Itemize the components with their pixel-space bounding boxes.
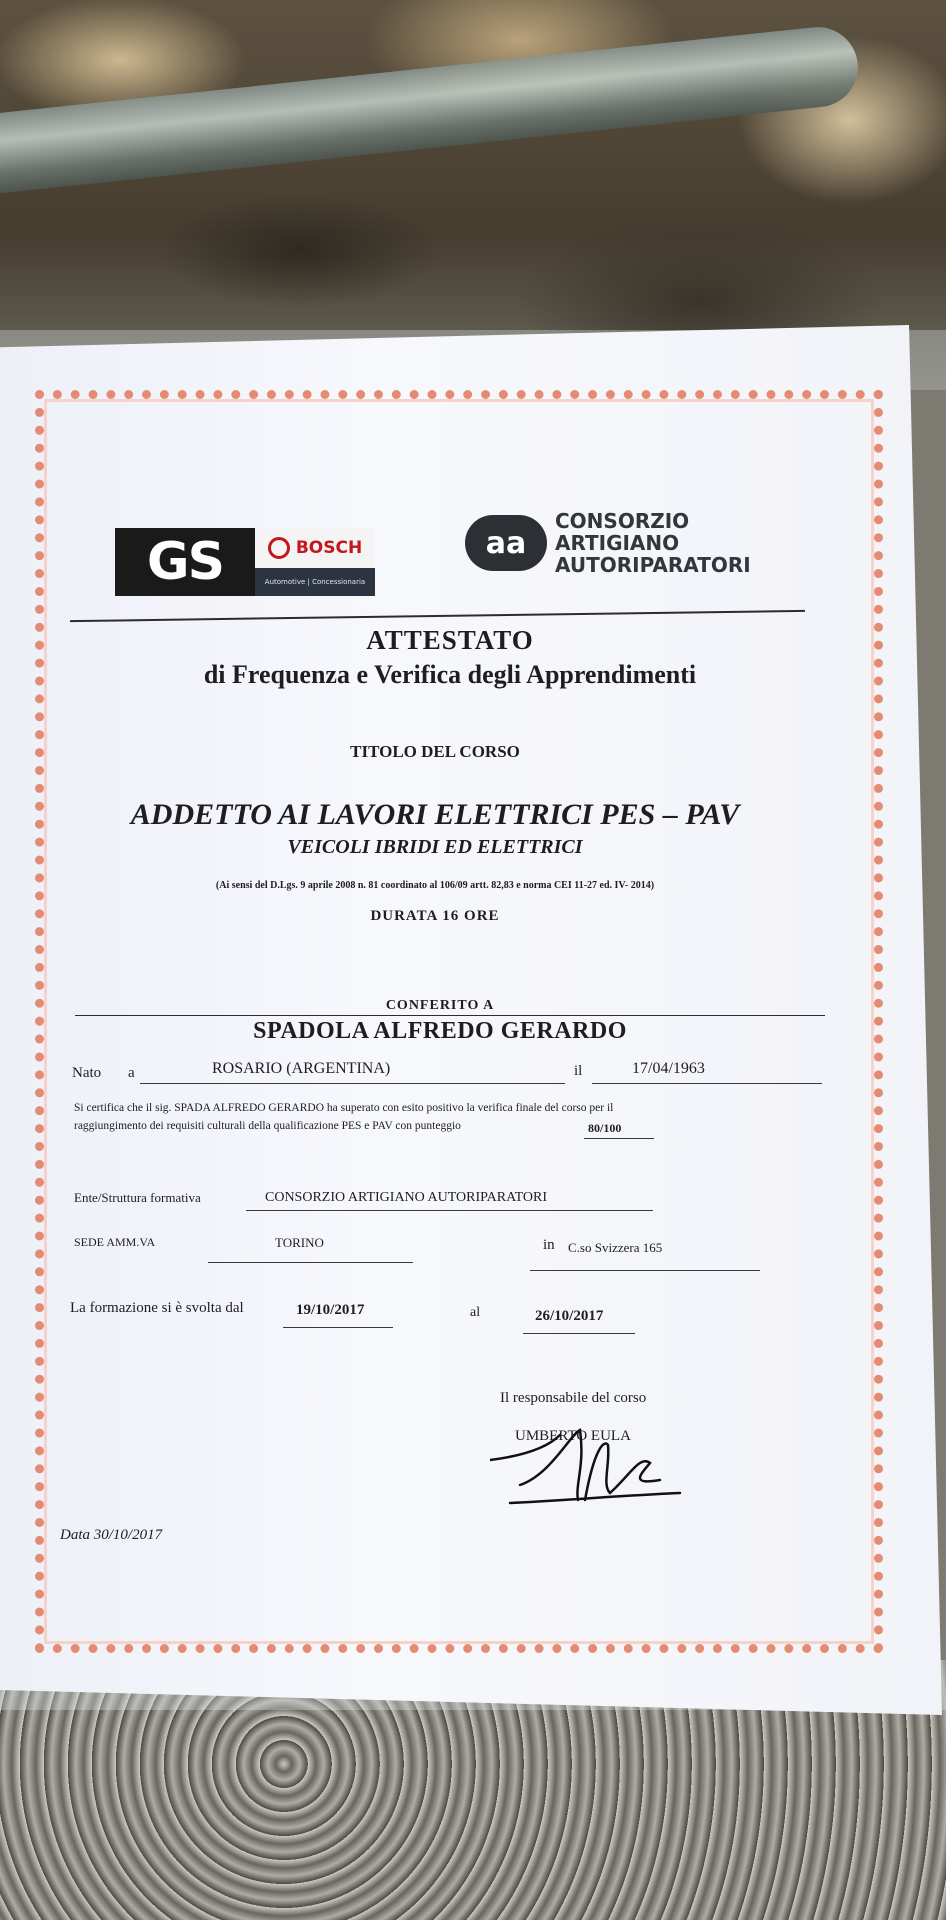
recipient-divider <box>75 1015 825 1016</box>
consorzio-line-3: AUTORIPARATORI <box>555 553 751 577</box>
address-value: C.so Svizzera 165 <box>568 1240 663 1255</box>
course-legal-reference: (Ai sensi del D.Lgs. 9 aprile 2008 n. 81 coordinato al 106/09 artt. 82,83 e norma CEI 11-27 ed. IV- 2014) <box>215 880 655 891</box>
period-al-label: al <box>470 1305 481 1320</box>
bosch-logo <box>255 528 375 596</box>
issue-date: Data 30/10/2017 <box>60 1527 163 1543</box>
bosch-wordmark: BOSCH <box>295 538 363 558</box>
bosch-icon <box>268 537 290 559</box>
course-subtitle: VEICOLI IBRIDI ED ELETTRICI <box>287 836 583 858</box>
birth-place: ROSARIO (ARGENTINA) <box>212 1060 391 1077</box>
score-line <box>584 1138 654 1139</box>
institution-label: Ente/Struttura formativa <box>74 1190 201 1205</box>
signature-label: Il responsabile del corso <box>500 1390 647 1406</box>
certification-line-1: Si certifica che il sig. SPADA ALFREDO GERARDO ha superato con esito positivo la verifica finale del corso per il <box>74 1102 614 1114</box>
period-to-line <box>523 1333 635 1334</box>
bosch-subtitle: Automotive | Concessionaria <box>264 578 366 586</box>
certification-score: 80/100 <box>588 1121 622 1135</box>
address-in-label: in <box>543 1237 555 1253</box>
signature-name: UMBERTO EULA <box>515 1428 631 1444</box>
period-from-line <box>283 1327 393 1328</box>
conferred-label: CONFERITO A <box>385 998 495 1013</box>
course-title: ADDETTO AI LAVORI ELETTRICI PES – PAV <box>130 798 740 831</box>
born-a-label: a <box>128 1065 135 1081</box>
sede-line <box>208 1262 413 1263</box>
institution-line <box>246 1210 653 1211</box>
gs-logo: GS <box>115 528 255 596</box>
recipient-name: SPADOLA ALFREDO GERARDO <box>253 1018 627 1044</box>
period-from: 19/10/2017 <box>296 1302 365 1318</box>
consorzio-line-1: CONSORZIO <box>555 509 690 533</box>
period-to: 26/10/2017 <box>535 1308 604 1324</box>
consorzio-icon: aa <box>465 515 547 571</box>
address-line <box>530 1270 760 1271</box>
sede-label: SEDE AMM.VA <box>74 1235 156 1249</box>
birth-place-line <box>140 1083 565 1084</box>
handwritten-signature <box>490 1405 690 1515</box>
institution-value: CONSORZIO ARTIGIANO AUTORIPARATORI <box>265 1190 548 1205</box>
consorzio-line-2: ARTIGIANO <box>555 531 680 555</box>
period-label: La formazione si è svolta dal <box>70 1300 244 1316</box>
birth-date: 17/04/1963 <box>632 1060 705 1077</box>
birth-date-line <box>592 1083 822 1084</box>
course-label: TITOLO DEL CORSO <box>350 742 520 761</box>
sede-value: TORINO <box>275 1235 324 1250</box>
course-duration: DURATA 16 ORE <box>370 908 500 924</box>
certificate-title: ATTESTATO <box>366 625 534 655</box>
born-il-label: il <box>574 1063 583 1079</box>
gs-bosch-logo <box>115 528 375 596</box>
consorzio-logo <box>465 510 751 576</box>
certificate-subtitle: di Frequenza e Verifica degli Apprendimenti <box>203 660 697 689</box>
born-label: Nato <box>72 1065 102 1081</box>
certification-line-2: raggiungimento dei requisiti culturali della qualificazione PES e PAV con punteggio <box>74 1120 461 1132</box>
